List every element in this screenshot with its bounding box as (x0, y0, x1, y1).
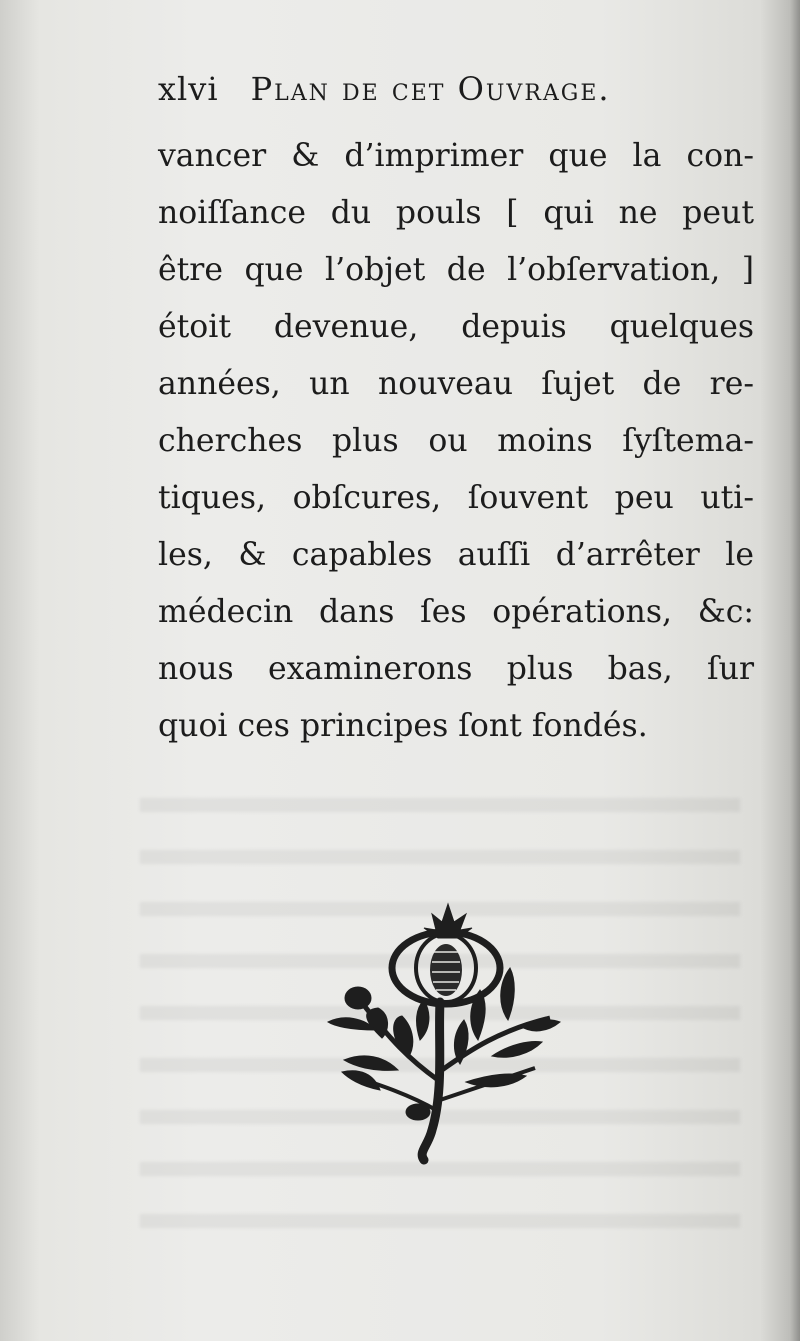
text-block (158, 70, 758, 755)
body-line: les, & capables auſſi d’arrêter le (158, 537, 754, 573)
body-line: tiques, obſcures, ſouvent peu uti- (158, 480, 754, 516)
body-line: quoi ces principes ſont fondés. (158, 708, 648, 744)
body-line: nous examinerons plus bas, ſur (158, 651, 754, 687)
body-line: étoit devenue, depuis quelques (158, 309, 754, 345)
body-line: cherches plus ou moins ſyſtema- (158, 423, 754, 459)
page-header (158, 70, 758, 128)
body-line: être que l’objet de l’obſervation, ] (158, 252, 754, 288)
running-title: Plan de cet Ouvrage. (250, 70, 611, 108)
pomegranate-flower-ornament-icon (320, 890, 570, 1170)
body-line: années, un nouveau ſujet de re- (158, 366, 754, 402)
page-number: xlvi (158, 70, 219, 108)
body-line: médecin dans ſes opérations, &c: (158, 594, 754, 630)
body-line: noiſſance du pouls [ qui ne peut (158, 195, 754, 231)
body-line: vancer & d’imprimer que la con- (158, 138, 754, 174)
